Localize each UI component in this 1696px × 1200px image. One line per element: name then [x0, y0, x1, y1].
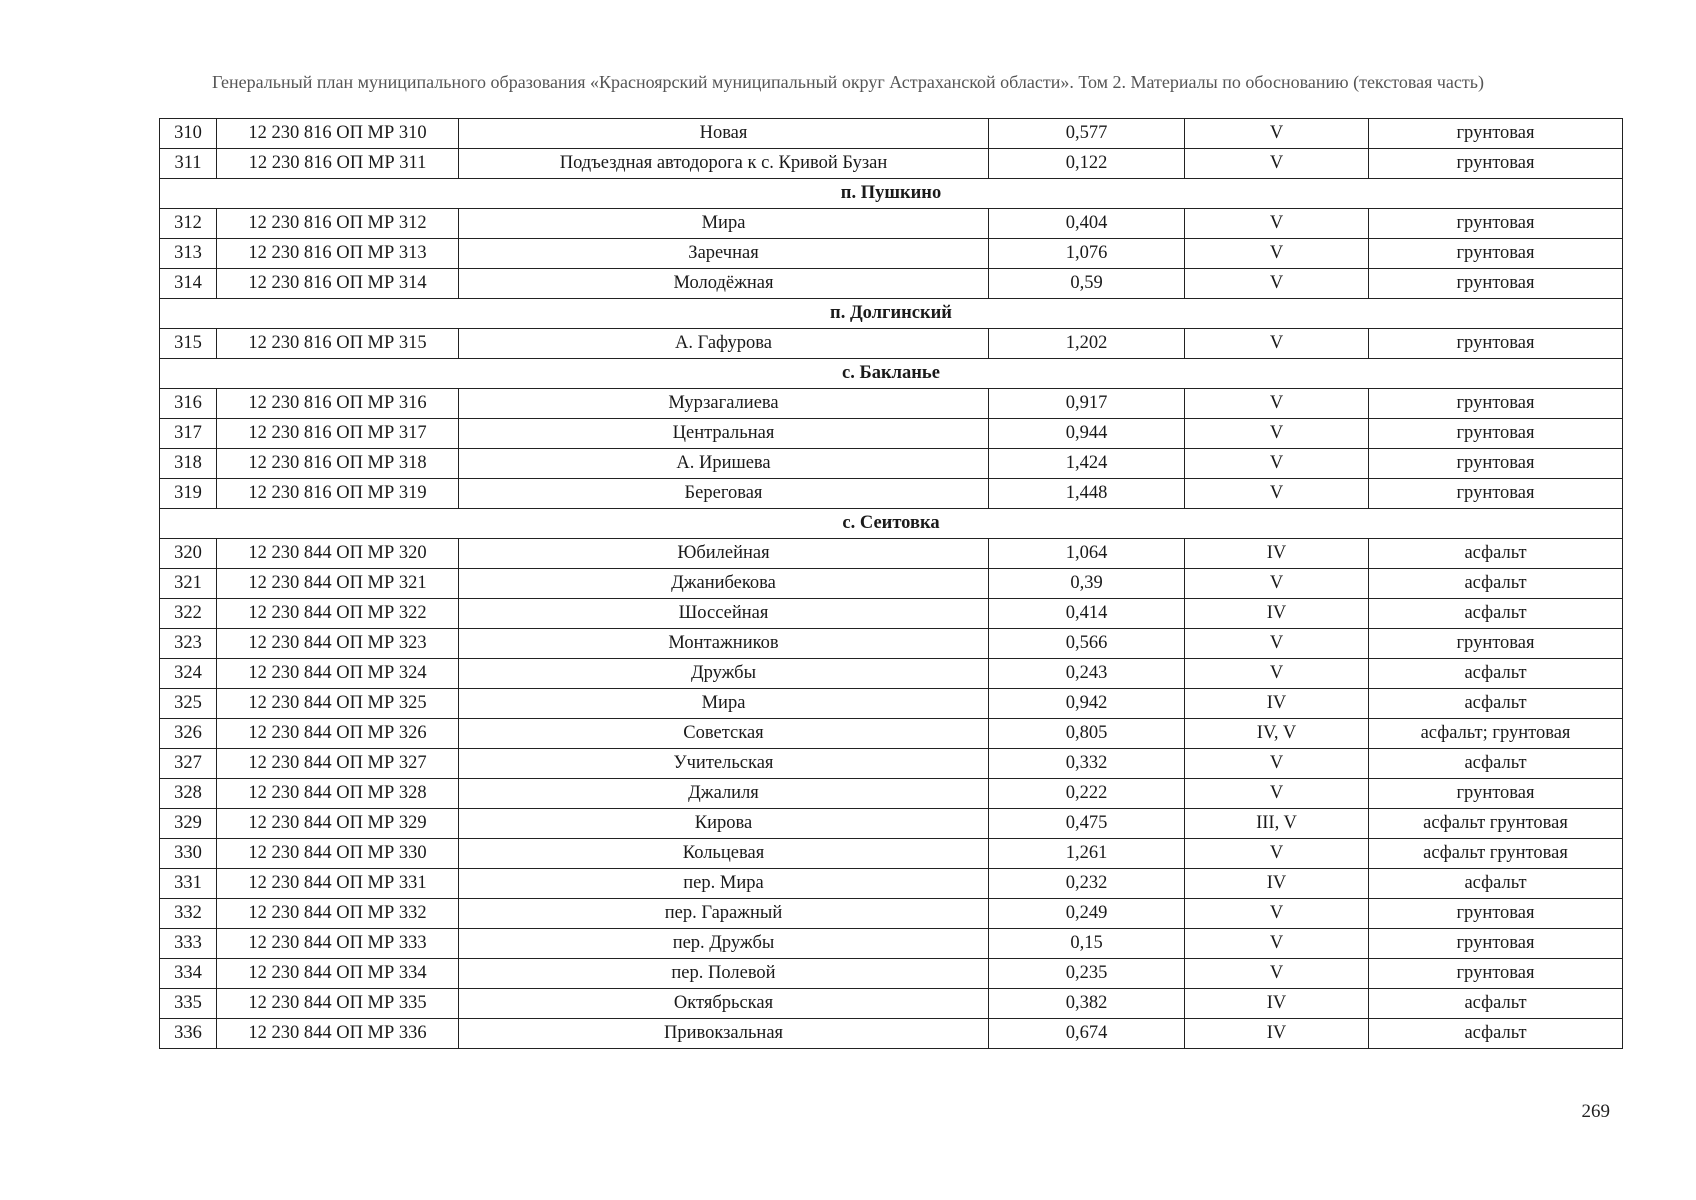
surface-cell: асфальт	[1369, 659, 1623, 689]
road-name-cell: Кольцевая	[459, 839, 989, 869]
road-id-cell: 12 230 844 ОП МР 336	[217, 1019, 459, 1049]
road-name-cell: Заречная	[459, 239, 989, 269]
road-id-cell: 12 230 844 ОП МР 329	[217, 809, 459, 839]
road-id-cell: 12 230 816 ОП МР 316	[217, 389, 459, 419]
category-cell: V	[1185, 419, 1369, 449]
row-number-cell: 327	[160, 749, 217, 779]
length-cell: 0,122	[989, 149, 1185, 179]
road-name-cell: Дружбы	[459, 659, 989, 689]
road-id-cell: 12 230 816 ОП МР 310	[217, 119, 459, 149]
table-row	[160, 659, 1623, 689]
road-id-cell: 12 230 844 ОП МР 320	[217, 539, 459, 569]
length-cell: 0,59	[989, 269, 1185, 299]
road-id-cell: 12 230 844 ОП МР 328	[217, 779, 459, 809]
row-number-cell: 335	[160, 989, 217, 1019]
road-name-cell: Октябрьская	[459, 989, 989, 1019]
surface-cell: асфальт	[1369, 569, 1623, 599]
section-title: с. Бакланье	[160, 359, 1623, 389]
row-number-cell: 319	[160, 479, 217, 509]
road-id-cell: 12 230 844 ОП МР 335	[217, 989, 459, 1019]
surface-cell: асфальт грунтовая	[1369, 809, 1623, 839]
road-id-cell: 12 230 844 ОП МР 333	[217, 929, 459, 959]
surface-cell: асфальт	[1369, 989, 1623, 1019]
road-id-cell: 12 230 844 ОП МР 322	[217, 599, 459, 629]
row-number-cell: 328	[160, 779, 217, 809]
table-row	[160, 119, 1623, 149]
category-cell: IV	[1185, 989, 1369, 1019]
category-cell: IV	[1185, 1019, 1369, 1049]
length-cell: 0,674	[989, 1019, 1185, 1049]
table-row	[160, 389, 1623, 419]
road-name-cell: Центральная	[459, 419, 989, 449]
road-name-cell: А. Гафурова	[459, 329, 989, 359]
road-name-cell: Новая	[459, 119, 989, 149]
category-cell: IV	[1185, 599, 1369, 629]
length-cell: 0,475	[989, 809, 1185, 839]
category-cell: V	[1185, 389, 1369, 419]
length-cell: 1,261	[989, 839, 1185, 869]
length-cell: 0,942	[989, 689, 1185, 719]
row-number-cell: 334	[160, 959, 217, 989]
road-id-cell: 12 230 844 ОП МР 330	[217, 839, 459, 869]
surface-cell: асфальт	[1369, 539, 1623, 569]
section-title: п. Пушкино	[160, 179, 1623, 209]
surface-cell: грунтовая	[1369, 329, 1623, 359]
row-number-cell: 317	[160, 419, 217, 449]
category-cell: IV	[1185, 539, 1369, 569]
category-cell: V	[1185, 149, 1369, 179]
category-cell: V	[1185, 119, 1369, 149]
road-id-cell: 12 230 844 ОП МР 325	[217, 689, 459, 719]
table-row	[160, 929, 1623, 959]
length-cell: 1,076	[989, 239, 1185, 269]
surface-cell: грунтовая	[1369, 449, 1623, 479]
surface-cell: грунтовая	[1369, 239, 1623, 269]
road-id-cell: 12 230 816 ОП МР 313	[217, 239, 459, 269]
row-number-cell: 316	[160, 389, 217, 419]
road-name-cell: Береговая	[459, 479, 989, 509]
section-row	[160, 359, 1623, 389]
table-row	[160, 479, 1623, 509]
category-cell: V	[1185, 239, 1369, 269]
category-cell: V	[1185, 749, 1369, 779]
road-id-cell: 12 230 844 ОП МР 323	[217, 629, 459, 659]
road-id-cell: 12 230 816 ОП МР 314	[217, 269, 459, 299]
surface-cell: грунтовая	[1369, 779, 1623, 809]
surface-cell: асфальт грунтовая	[1369, 839, 1623, 869]
row-number-cell: 324	[160, 659, 217, 689]
surface-cell: грунтовая	[1369, 899, 1623, 929]
road-name-cell: Кирова	[459, 809, 989, 839]
table-row	[160, 569, 1623, 599]
road-id-cell: 12 230 844 ОП МР 326	[217, 719, 459, 749]
length-cell: 0,15	[989, 929, 1185, 959]
road-name-cell: Советская	[459, 719, 989, 749]
surface-cell: асфальт	[1369, 689, 1623, 719]
road-name-cell: А. Иришева	[459, 449, 989, 479]
table-row	[160, 539, 1623, 569]
road-id-cell: 12 230 844 ОП МР 332	[217, 899, 459, 929]
table-row	[160, 749, 1623, 779]
section-row	[160, 509, 1623, 539]
table-row	[160, 869, 1623, 899]
category-cell: IV, V	[1185, 719, 1369, 749]
category-cell: V	[1185, 899, 1369, 929]
category-cell: V	[1185, 569, 1369, 599]
row-number-cell: 330	[160, 839, 217, 869]
category-cell: V	[1185, 479, 1369, 509]
table-row	[160, 839, 1623, 869]
road-id-cell: 12 230 844 ОП МР 324	[217, 659, 459, 689]
row-number-cell: 310	[160, 119, 217, 149]
length-cell: 0,249	[989, 899, 1185, 929]
table-row	[160, 959, 1623, 989]
surface-cell: асфальт	[1369, 869, 1623, 899]
table-row	[160, 149, 1623, 179]
surface-cell: грунтовая	[1369, 959, 1623, 989]
surface-cell: грунтовая	[1369, 629, 1623, 659]
row-number-cell: 332	[160, 899, 217, 929]
road-id-cell: 12 230 844 ОП МР 321	[217, 569, 459, 599]
table-row	[160, 809, 1623, 839]
row-number-cell: 333	[160, 929, 217, 959]
surface-cell: асфальт	[1369, 749, 1623, 779]
table-row	[160, 329, 1623, 359]
surface-cell: грунтовая	[1369, 209, 1623, 239]
row-number-cell: 320	[160, 539, 217, 569]
road-id-cell: 12 230 844 ОП МР 331	[217, 869, 459, 899]
road-name-cell: Учительская	[459, 749, 989, 779]
road-id-cell: 12 230 816 ОП МР 311	[217, 149, 459, 179]
road-name-cell: Молодёжная	[459, 269, 989, 299]
road-name-cell: Джалиля	[459, 779, 989, 809]
surface-cell: асфальт; грунтовая	[1369, 719, 1623, 749]
surface-cell: грунтовая	[1369, 119, 1623, 149]
length-cell: 0,243	[989, 659, 1185, 689]
table-row	[160, 419, 1623, 449]
table-row	[160, 449, 1623, 479]
category-cell: V	[1185, 329, 1369, 359]
row-number-cell: 321	[160, 569, 217, 599]
section-row	[160, 299, 1623, 329]
road-id-cell: 12 230 844 ОП МР 334	[217, 959, 459, 989]
length-cell: 0,944	[989, 419, 1185, 449]
surface-cell: асфальт	[1369, 599, 1623, 629]
length-cell: 0,566	[989, 629, 1185, 659]
section-title: с. Сеитовка	[160, 509, 1623, 539]
category-cell: IV	[1185, 689, 1369, 719]
row-number-cell: 331	[160, 869, 217, 899]
running-header: Генеральный план муниципального образования «Красноярский муниципальный округ Астраханской области». Том 2. Материалы по обоснованию (текстовая часть)	[212, 72, 1484, 92]
row-number-cell: 336	[160, 1019, 217, 1049]
row-number-cell: 326	[160, 719, 217, 749]
road-id-cell: 12 230 816 ОП МР 315	[217, 329, 459, 359]
road-name-cell: Шоссейная	[459, 599, 989, 629]
category-cell: V	[1185, 209, 1369, 239]
section-title: п. Долгинский	[160, 299, 1623, 329]
category-cell: V	[1185, 929, 1369, 959]
page-number: 269	[1581, 1101, 1610, 1122]
length-cell: 0,805	[989, 719, 1185, 749]
row-number-cell: 318	[160, 449, 217, 479]
category-cell: IV	[1185, 869, 1369, 899]
road-name-cell: пер. Гаражный	[459, 899, 989, 929]
roads-table-body	[160, 119, 1623, 1049]
surface-cell: грунтовая	[1369, 149, 1623, 179]
road-name-cell: Джанибекова	[459, 569, 989, 599]
length-cell: 0,39	[989, 569, 1185, 599]
road-name-cell: Мурзагалиева	[459, 389, 989, 419]
category-cell: III, V	[1185, 809, 1369, 839]
row-number-cell: 312	[160, 209, 217, 239]
category-cell: V	[1185, 449, 1369, 479]
table-row	[160, 629, 1623, 659]
road-name-cell: Подъездная автодорога к с. Кривой Бузан	[459, 149, 989, 179]
table-row	[160, 209, 1623, 239]
category-cell: V	[1185, 269, 1369, 299]
surface-cell: грунтовая	[1369, 269, 1623, 299]
roads-table	[159, 118, 1623, 1049]
table-row	[160, 689, 1623, 719]
road-id-cell: 12 230 816 ОП МР 318	[217, 449, 459, 479]
road-name-cell: пер. Полевой	[459, 959, 989, 989]
road-id-cell: 12 230 816 ОП МР 312	[217, 209, 459, 239]
length-cell: 1,064	[989, 539, 1185, 569]
length-cell: 1,448	[989, 479, 1185, 509]
length-cell: 1,424	[989, 449, 1185, 479]
length-cell: 0,577	[989, 119, 1185, 149]
row-number-cell: 314	[160, 269, 217, 299]
table-row	[160, 719, 1623, 749]
road-name-cell: Привокзальная	[459, 1019, 989, 1049]
road-id-cell: 12 230 844 ОП МР 327	[217, 749, 459, 779]
table-row	[160, 989, 1623, 1019]
length-cell: 0,414	[989, 599, 1185, 629]
length-cell: 1,202	[989, 329, 1185, 359]
road-name-cell: Мира	[459, 689, 989, 719]
length-cell: 0,235	[989, 959, 1185, 989]
length-cell: 0,917	[989, 389, 1185, 419]
table-row	[160, 239, 1623, 269]
row-number-cell: 329	[160, 809, 217, 839]
road-id-cell: 12 230 816 ОП МР 319	[217, 479, 459, 509]
surface-cell: грунтовая	[1369, 479, 1623, 509]
road-id-cell: 12 230 816 ОП МР 317	[217, 419, 459, 449]
length-cell: 0,332	[989, 749, 1185, 779]
category-cell: V	[1185, 779, 1369, 809]
row-number-cell: 322	[160, 599, 217, 629]
section-row	[160, 179, 1623, 209]
row-number-cell: 313	[160, 239, 217, 269]
table-row	[160, 779, 1623, 809]
surface-cell: асфальт	[1369, 1019, 1623, 1049]
road-name-cell: пер. Мира	[459, 869, 989, 899]
surface-cell: грунтовая	[1369, 929, 1623, 959]
table-row	[160, 599, 1623, 629]
table-row	[160, 899, 1623, 929]
table-row	[160, 269, 1623, 299]
road-name-cell: Монтажников	[459, 629, 989, 659]
category-cell: V	[1185, 629, 1369, 659]
category-cell: V	[1185, 659, 1369, 689]
length-cell: 0,404	[989, 209, 1185, 239]
category-cell: V	[1185, 959, 1369, 989]
length-cell: 0,222	[989, 779, 1185, 809]
table-row	[160, 1019, 1623, 1049]
row-number-cell: 323	[160, 629, 217, 659]
category-cell: V	[1185, 839, 1369, 869]
row-number-cell: 315	[160, 329, 217, 359]
road-name-cell: Мира	[459, 209, 989, 239]
surface-cell: грунтовая	[1369, 419, 1623, 449]
length-cell: 0,382	[989, 989, 1185, 1019]
road-name-cell: пер. Дружбы	[459, 929, 989, 959]
road-name-cell: Юбилейная	[459, 539, 989, 569]
length-cell: 0,232	[989, 869, 1185, 899]
row-number-cell: 325	[160, 689, 217, 719]
row-number-cell: 311	[160, 149, 217, 179]
surface-cell: грунтовая	[1369, 389, 1623, 419]
